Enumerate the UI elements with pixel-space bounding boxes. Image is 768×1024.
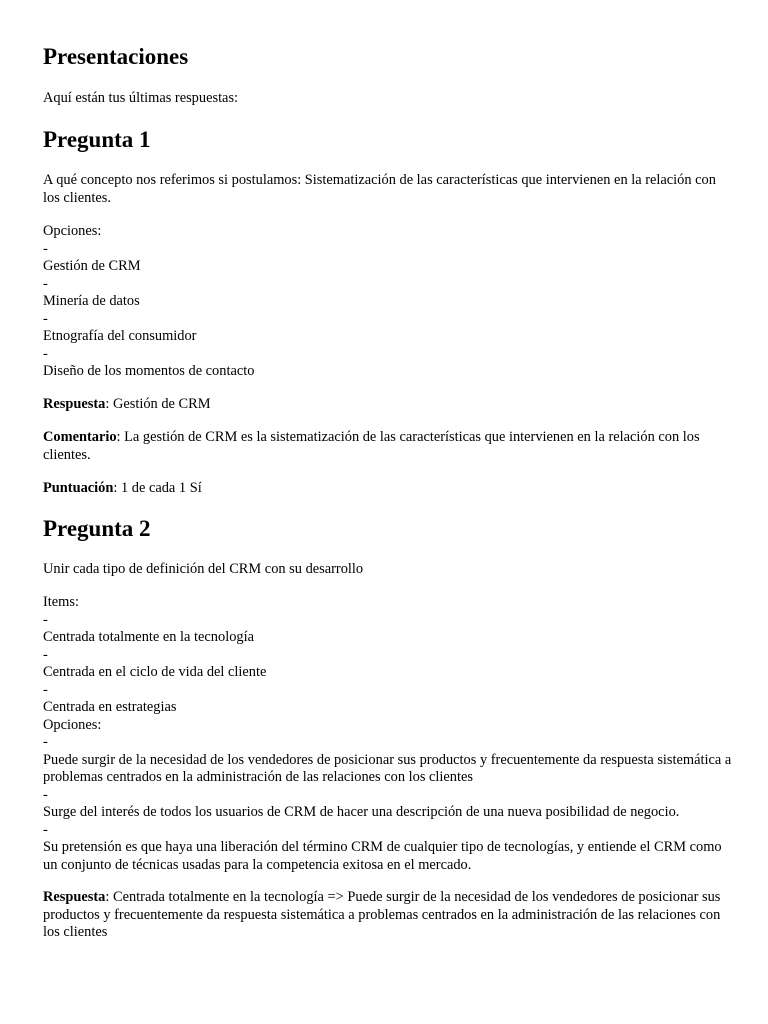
option-item: Diseño de los momentos de contacto: [43, 363, 255, 379]
question-2-answer: [43, 889, 733, 942]
option-dash: -: [43, 310, 48, 327]
match-option: Puede surgir de la necesidad de los vendedores de posicionar sus productos y frecuentemente da respuesta sistemática a problemas centrados en la administración de las relaciones con los clientes: [43, 751, 732, 785]
question-2-items: [43, 594, 733, 874]
question-2-text: Unir cada tipo de definición del CRM con su desarrollo: [43, 561, 364, 577]
option-dash: -: [43, 786, 48, 803]
match-item: Centrada en estrategias: [43, 699, 177, 715]
comment-value: : La gestión de CRM es la sistematización de las características que intervienen en la relación con los clientes.: [43, 429, 700, 463]
score-label: Puntuación: [43, 480, 114, 496]
options-label: Opciones:: [43, 223, 102, 239]
option-dash: -: [43, 734, 48, 750]
match-item: Centrada totalmente en la tecnología: [43, 629, 254, 645]
answer-value: : Gestión de CRM: [105, 396, 211, 412]
item-dash: -: [43, 611, 48, 628]
page-title: Presentaciones: [43, 44, 189, 69]
option-dash: -: [43, 240, 48, 257]
question-2-heading: Pregunta 2: [43, 516, 151, 541]
answer-label: Respuesta: [43, 396, 106, 412]
question-1-score: [43, 480, 733, 498]
question-1-text: A qué concepto nos referimos si postulamos: Sistematización de las características que intervienen en la relación con los clientes.: [43, 172, 716, 206]
answer-value: : Centrada totalmente en la tecnología => Puede surgir de la necesidad de los vendedores de posicionar sus productos y frecuentemente da respuesta sistemática a problemas centrados en la administración de las relaciones con los clientes: [43, 889, 721, 940]
question-1-heading: Pregunta 1: [43, 127, 151, 152]
question-1-options: [43, 223, 733, 381]
option-dash: -: [43, 821, 48, 838]
match-item: Centrada en el ciclo de vida del cliente: [43, 664, 267, 680]
question-1-comment: [43, 429, 733, 464]
option-dash: -: [43, 275, 48, 292]
answer-label: Respuesta: [43, 889, 106, 905]
item-dash: -: [43, 646, 48, 663]
option-item: Gestión de CRM: [43, 258, 141, 274]
items-label: Items:: [43, 594, 79, 610]
question-1-answer: [43, 396, 733, 414]
item-dash: -: [43, 681, 48, 698]
options-label: Opciones:: [43, 716, 102, 733]
option-item: Etnografía del consumidor: [43, 328, 197, 344]
match-option: Su pretensión es que haya una liberación del término CRM de cualquier tipo de tecnologías, y entiende el CRM como un conjunto de técnicas usadas para la competencia exitosa en el mercado.: [43, 839, 722, 873]
option-dash: -: [43, 345, 48, 362]
score-value: : 1 de cada 1 Sí: [113, 480, 202, 496]
option-item: Minería de datos: [43, 293, 140, 309]
match-option: Surge del interés de todos los usuarios de CRM de hacer una descripción de una nueva posibilidad de negocio.: [43, 804, 680, 820]
comment-label: Comentario: [43, 429, 117, 445]
intro-text: Aquí están tus últimas respuestas:: [43, 90, 239, 106]
